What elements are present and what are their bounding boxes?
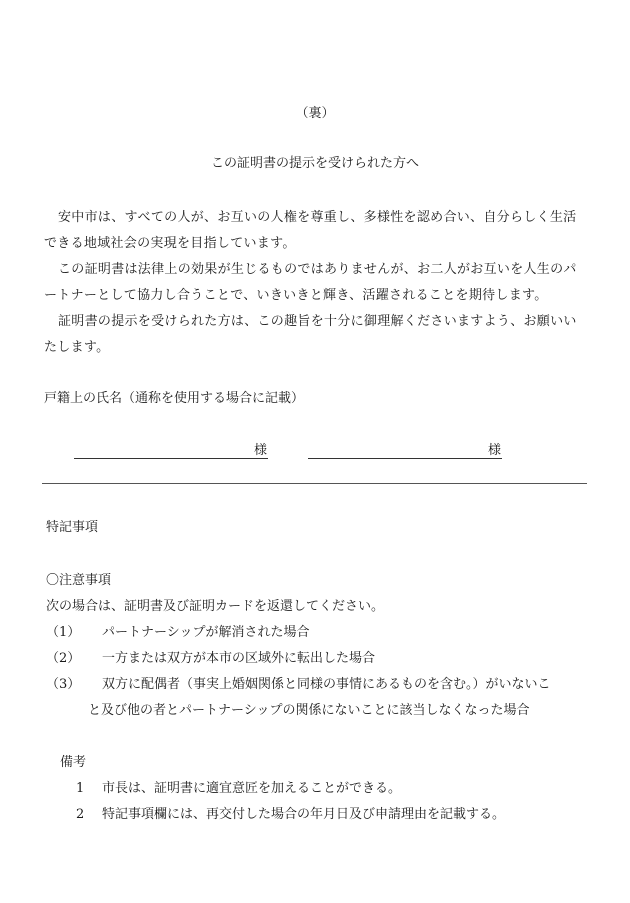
intro-paragraph-3: 証明書の提示を受けられた方は、この趣旨を十分に御理解くださいますよう、お願いいたします。	[44, 314, 577, 355]
document-title: この証明書の提示を受けられた方へ	[210, 156, 419, 171]
honorific-2: 様	[488, 443, 502, 458]
remark-item-1-text: 市長は、証明書に適宜意匠を加えることができる。	[102, 781, 402, 796]
notes-heading: 〇注意事項	[46, 573, 112, 588]
note-item-3-continuation: と及び他の者とパートナーシップの関係にないことに該当しなくなった場合	[88, 703, 530, 718]
note-item-3-text: 双方に配偶者（事実上婚姻関係と同様の事情にあるものを含む。）がいないこ	[102, 677, 551, 692]
note-item-1-text: パートナーシップが解消された場合	[102, 625, 310, 640]
notes-lead: 次の場合は、証明書及び証明カードを返還してください。	[46, 599, 385, 614]
side-label: （裏）	[295, 106, 335, 121]
name-line-2	[308, 458, 502, 459]
intro-text	[44, 205, 588, 361]
note-item-1-number: （1）	[46, 625, 81, 640]
name-label: 戸籍上の氏名（通称を使用する場合に記載）	[44, 391, 305, 406]
intro-paragraph-1: 安中市は、すべての人が、お互いの人権を尊重し、多様性を認め合い、自分らしく生活できる地域社会の実現を目指しています。	[44, 210, 577, 251]
special-notes-label: 特記事項	[46, 520, 99, 535]
note-item-3-number: （3）	[46, 677, 81, 692]
note-item-2-text: 一方または双方が本市の区域外に転出した場合	[102, 651, 376, 666]
name-line-1	[74, 458, 268, 459]
divider	[42, 483, 587, 484]
remarks-heading: 備考	[60, 755, 87, 770]
remark-item-2-number: 2	[76, 807, 85, 822]
intro-paragraph-2: この証明書は法律上の効果が生じるものではありませんが、お二人がお互いを人生のパートナーとして協力し合うことで、いきいきと輝き、活躍されることを期待します。	[44, 262, 577, 303]
note-item-2-number: （2）	[46, 651, 81, 666]
remark-item-1-number: 1	[76, 781, 85, 796]
honorific-1: 様	[254, 443, 268, 458]
remark-item-2-text: 特記事項欄には、再交付した場合の年月日及び申請理由を記載する。	[102, 807, 506, 822]
